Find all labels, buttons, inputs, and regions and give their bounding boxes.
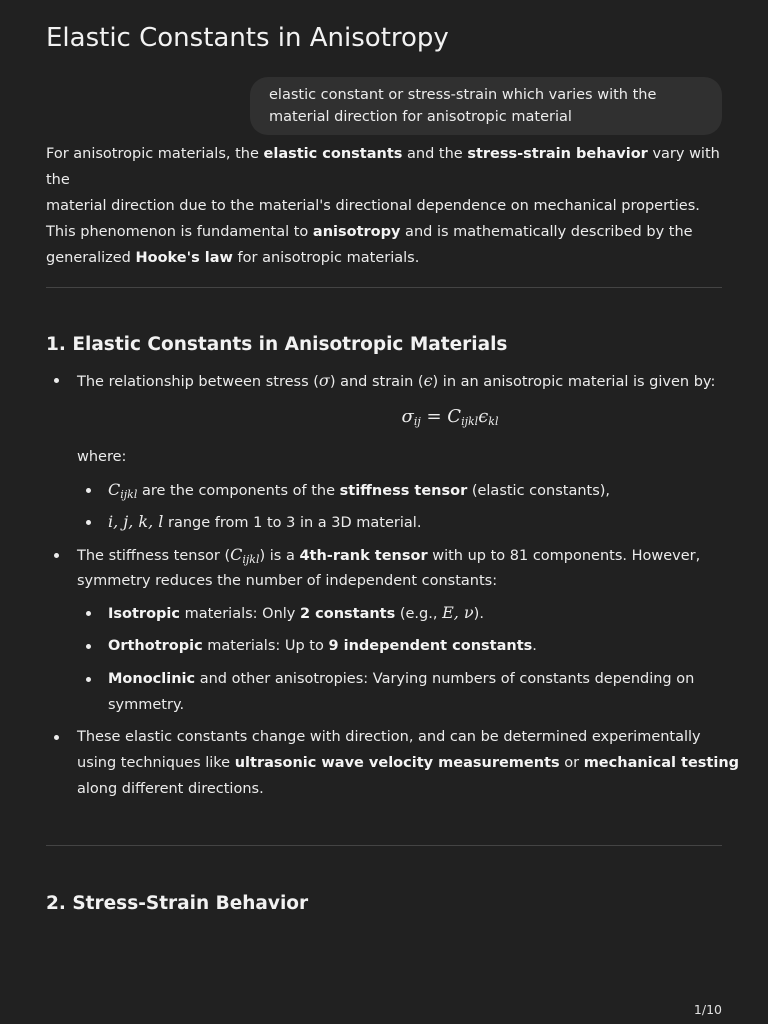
intro-text: and is mathematically described by the <box>400 224 693 240</box>
sub-bullet-monoclinic-line2: symmetry. <box>108 697 185 713</box>
text: The stiffness tensor ( <box>77 548 231 564</box>
eq-equals: = <box>420 406 448 427</box>
sigma-symbol: σ <box>318 371 330 390</box>
bullet-measurement: These elastic constants change with direction, and can be determined experimentally <box>77 729 701 745</box>
text: or <box>559 755 584 771</box>
epsilon-symbol: ϵ <box>423 371 433 390</box>
text: . <box>532 638 537 654</box>
text: (elastic constants), <box>467 483 611 499</box>
bold-orthotropic: Orthotropic <box>108 638 203 654</box>
eq-sigma-sub: ij <box>413 415 421 428</box>
bold-9-constants: 9 independent constants <box>328 638 533 654</box>
text: materials: Up to <box>202 638 329 654</box>
text: (e.g., <box>395 606 443 622</box>
c-sub: ijkl <box>242 553 260 566</box>
bullet-marker <box>54 735 59 740</box>
sub-bullet-orthotropic <box>108 633 537 659</box>
text: using techniques like <box>77 755 235 771</box>
c-sub: ijkl <box>120 488 138 501</box>
page-counter: 1/10 <box>693 1002 722 1017</box>
intro-text: for anisotropic materials. <box>232 250 420 266</box>
intro-text: For anisotropic materials, the <box>46 146 264 162</box>
section-2-heading: 2. Stress-Strain Behavior <box>46 893 309 914</box>
text: range from 1 to 3 in a 3D material. <box>163 515 422 531</box>
where-label: where: <box>77 449 127 465</box>
bold-4th-rank-tensor: 4th-rank tensor <box>299 548 428 564</box>
intro-bold-stress-strain: stress-strain behavior <box>467 146 648 162</box>
sub-bullet-index-range <box>108 509 421 536</box>
user-message-bubble[interactable]: elastic constant or stress-strain which varies with the material direction for anisotropic material <box>250 77 722 135</box>
c-symbol: C <box>230 545 243 564</box>
eq-epsilon-sub: kl <box>488 415 499 428</box>
bold-stiffness-tensor: stiffness tensor <box>339 483 468 499</box>
text: ) in an anisotropic material is given by: <box>432 374 716 390</box>
bullet-measurement-line2 <box>77 750 739 776</box>
bullet-marker <box>54 378 59 383</box>
intro-text: generalized <box>46 250 136 266</box>
bold-mechanical-testing: mechanical testing <box>583 755 740 771</box>
intro-bold-hookes-law: Hooke's law <box>135 250 233 266</box>
text: ). <box>473 606 484 622</box>
text: The relationship between stress ( <box>77 374 319 390</box>
text: with up to 81 components. However, <box>427 548 701 564</box>
hookes-law-equation <box>46 404 768 430</box>
index-symbols: i, j, k, l <box>108 512 164 531</box>
text: ) is a <box>259 548 300 564</box>
sub-bullet-isotropic <box>108 600 484 627</box>
bold-ultrasonic: ultrasonic wave velocity measurements <box>234 755 560 771</box>
section-divider <box>46 287 722 288</box>
section-divider <box>46 845 722 846</box>
sub-bullet-stiffness-components <box>108 477 610 504</box>
sub-bullet-marker <box>86 520 91 525</box>
bullet-measurement-line3: along different directions. <box>77 781 264 797</box>
text: ) and strain ( <box>329 374 424 390</box>
text: materials: Only <box>179 606 300 622</box>
page-title: Elastic Constants in Anisotropy <box>46 23 449 53</box>
intro-paragraph <box>46 141 722 271</box>
text: and other anisotropies: Varying numbers of constants depending on <box>195 671 695 687</box>
section-1-heading: 1. Elastic Constants in Anisotropic Materials <box>46 334 508 355</box>
intro-text: material direction due to the material's directional dependence on mechanical properties. <box>46 198 700 214</box>
sub-bullet-monoclinic <box>108 666 694 692</box>
c-symbol: C <box>108 480 121 499</box>
e-nu-symbols: E, ν <box>442 603 474 622</box>
sub-bullet-marker <box>86 644 91 649</box>
bold-2-constants: 2 constants <box>300 606 396 622</box>
intro-text: and the <box>402 146 468 162</box>
eq-c-sub: ijkl <box>461 415 479 428</box>
sub-bullet-marker <box>86 611 91 616</box>
bold-isotropic: Isotropic <box>108 606 180 622</box>
text: are the components of the <box>137 483 340 499</box>
bullet-stiffness-tensor-line2: symmetry reduces the number of independent constants: <box>77 573 498 589</box>
sub-bullet-marker <box>86 677 91 682</box>
eq-sigma: σ <box>401 406 414 427</box>
sub-bullet-marker <box>86 488 91 493</box>
bullet-stiffness-tensor <box>77 542 700 569</box>
bold-monoclinic: Monoclinic <box>108 671 196 687</box>
eq-c: C <box>447 406 462 427</box>
intro-bold-anisotropy: anisotropy <box>312 224 401 240</box>
bullet-stress-strain-relation <box>77 368 715 395</box>
intro-text: This phenomenon is fundamental to <box>46 224 313 240</box>
intro-text: vary with the <box>46 146 720 188</box>
eq-epsilon: ϵ <box>478 406 489 427</box>
bullet-marker <box>54 553 59 558</box>
intro-bold-elastic-constants: elastic constants <box>263 146 403 162</box>
